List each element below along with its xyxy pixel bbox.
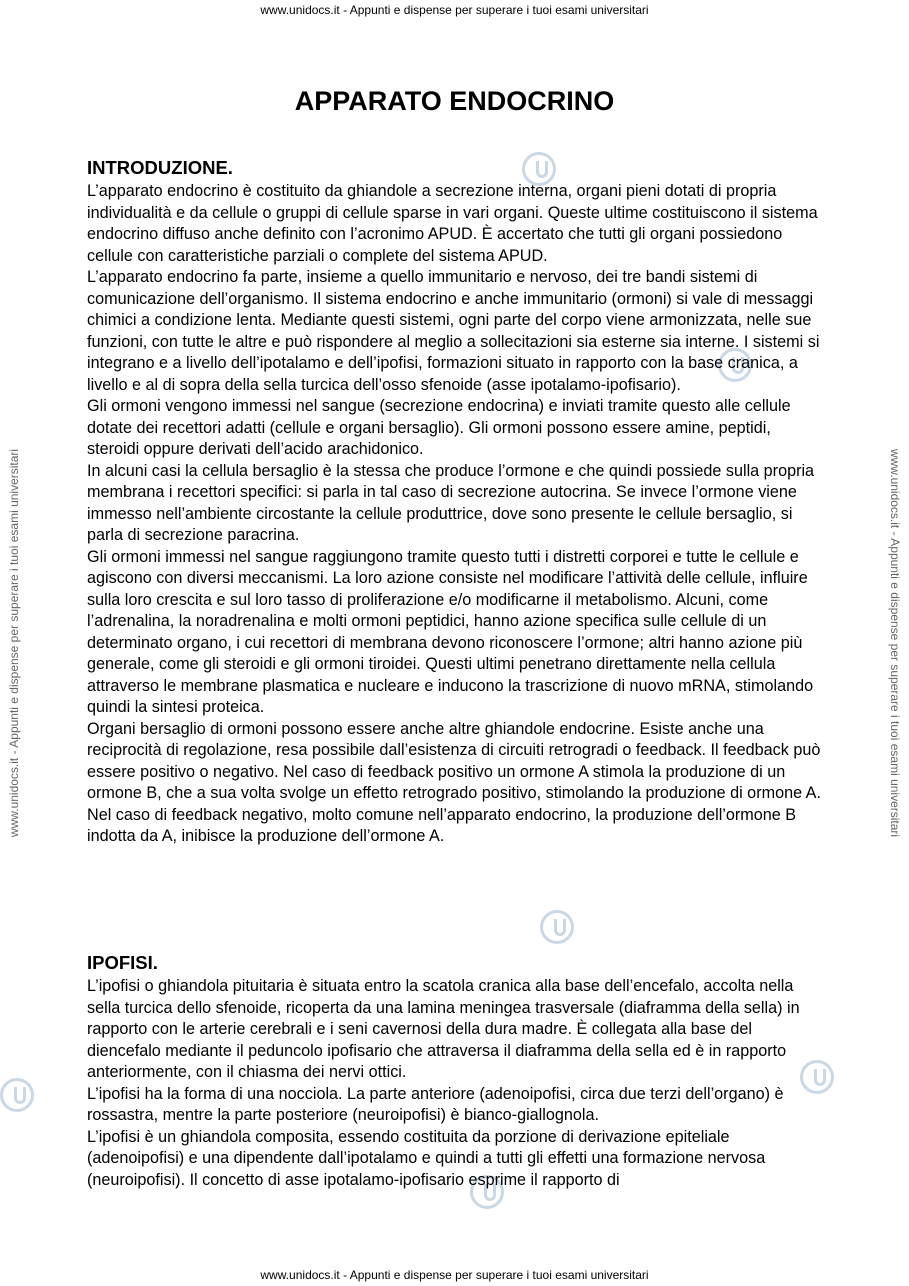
unidocs-logo-icon xyxy=(540,910,574,944)
paragraph: Organi bersaglio di ormoni possono essere anche altre ghiandole endocrine. Esiste anche una reciprocità di regolazione, resa possibile dall’esistenza di circuiti retrogradi o feedback. Il feedback può essere positivo o negativo. Nel caso di feedback positivo un ormone A stimola la produzione di un ormone B, che a sua volta svolge un effetto retrogrado positivo, stimolando la produzione di ormone A. Nel caso di feedback negativo, molto comune nell’apparato endocrino, la produzione dell’ormone B indotta da A, inibisce la produzione dell’ormone A. xyxy=(87,719,821,845)
document-title: APPARATO ENDOCRINO xyxy=(294,86,615,116)
section-heading: IPOFISI. xyxy=(87,952,158,973)
section-introduzione xyxy=(87,157,827,848)
header-watermark xyxy=(0,3,909,17)
unidocs-logo-icon xyxy=(0,1078,34,1112)
left-side-watermark: www.unidocs.it - Appunti e dispense per superare i tuoi esami universitari xyxy=(7,448,21,838)
paragraph: L’ipofisi ha la forma di una nocciola. La parte anteriore (adenoipofisi, circa due terzi dell’organo) è rossastra, mentre la parte posteriore (neuroipofisi) è bianco-giallognola. xyxy=(87,1084,784,1124)
paragraph: L’apparato endocrino fa parte, insieme a quello immunitario e nervoso, dei tre bandi sistemi di comunicazione dell’organismo. Il sistema endocrino e anche immunitario (ormoni) si vale di messaggi chimici a condizione lenta. Mediante questi sistemi, ogni parte del corpo viene armonizzata, nelle sue funzioni, con tutte le altre e può rispondere al meglio a sollecitazioni sia esterne sia interne. I sistemi si integrano e a livello dell’ipotalamo e dell’ipofisi, formazioni situato in rapporto con la base cranica, a livello e al di sopra della sella turcica dell’osso sfenoide (asse ipotalamo-ipofisario). xyxy=(87,268,820,394)
section-heading: INTRODUZIONE. xyxy=(87,157,233,178)
paragraph: L’apparato endocrino è costituito da ghiandole a secrezione interna, organi pieni dotati di propria individualità e da cellule o gruppi di cellule sparse in vari organi. Queste ultime costituiscono il sistema endocrino diffuso anche definito con l’acronimo APUD. È accertato che tutti gli organi possiedono cellule con caratteristiche parziali o complete del sistema APUD. xyxy=(87,182,818,265)
paragraph: L’ipofisi è un ghiandola composita, essendo costituita da porzione di derivazione epiteliale (adenoipofisi) e una dipendente dall’ipotalamo e quindi a tutti gli effetti una formazione nervosa (neuroipofisi). Il concetto di asse ipotalamo-ipofisario esprime il rapporto di xyxy=(87,1127,766,1189)
right-side-watermark: www.unidocs.it - Appunti e dispense per superare i tuoi esami universitari xyxy=(888,448,902,838)
header-watermark-text: www.unidocs.it - Appunti e dispense per superare i tuoi esami universitari xyxy=(260,3,649,17)
footer-watermark-text: www.unidocs.it - Appunti e dispense per superare i tuoi esami universitari xyxy=(260,1268,649,1282)
paragraph: Gli ormoni vengono immessi nel sangue (secrezione endocrina) e inviati tramite questo alle cellule dotate dei recettori adatti (cellule e organi bersaglio). Gli ormoni possono essere amine, peptidi, steroidi oppure derivati dell’acido arachidonico. xyxy=(87,397,791,458)
footer-watermark xyxy=(0,1268,909,1282)
paragraph: In alcuni casi la cellula bersaglio è la stessa che produce l’ormone e che quindi possiede sulla propria membrana i recettori specifici: si parla in tal caso di secrezione autocrina. Se invece l’ormone viene immesso nell’ambiente circostante la cellule produttrice, dove sono presente le cellule bersaglio, si parla di secrezione paracrina. xyxy=(87,461,815,544)
paragraph: Gli ormoni immessi nel sangue raggiungono tramite questo tutti i distretti corporei e tutte le cellule e agiscono con diversi meccanismi. La loro azione consiste nel modificare l’attività delle cellule, influire sulla loro crescita e sul loro tasso di proliferazione e/o modificarne il metabolismo. Alcuni, come l’adrenalina, la noradrenalina e molti ormoni peptidici, hanno azione specifica sulle cellule di un determinato organo, i cui recettori di membrana devono riconoscere l’ormone; altri hanno azione più generale, come gli steroidi e gli ormoni tiroidei. Questi ultimi penetrano direttamente nella cellula attraverso le membrane plasmatica e nucleare e inducono la trascrizione di nuovo mRNA, stimolando quindi la sintesi proteica. xyxy=(87,547,814,716)
section-ipofisi xyxy=(87,952,827,1191)
paragraph: L’ipofisi o ghiandola pituitaria è situata entro la scatola cranica alla base dell’encefalo, accolta nella sella turcica dello sfenoide, ricoperta da una lamina meningea trasversale (diaframma della sella) in rapporto con le arterie cerebrali e i seni cavernosi della dura madre. È collegata alla base del diencefalo mediante il peduncolo ipofisario che attraversa il diaframma della sella ed è in rapporto anteriormente, con il chiasma dei nervi ottici. xyxy=(87,977,800,1081)
